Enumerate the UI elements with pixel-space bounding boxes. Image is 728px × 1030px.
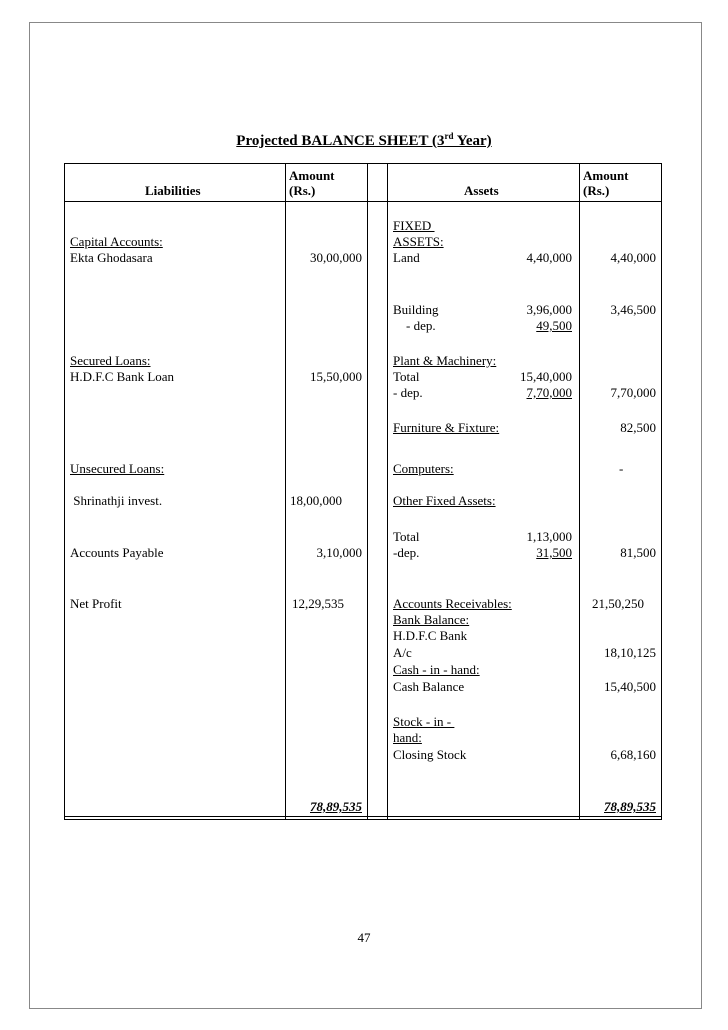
building-dep-value: 49,500 xyxy=(536,318,572,333)
other-total-label: Total xyxy=(393,529,420,544)
header-amount-left-unit: (Rs.) xyxy=(289,183,316,198)
other-dep-label: -dep. xyxy=(393,545,420,560)
ac-label: A/c xyxy=(393,645,412,660)
computers-amount: - xyxy=(619,461,624,476)
closing-stock-amount: 6,68,160 xyxy=(610,747,656,762)
cash-balance-label: Cash Balance xyxy=(393,679,465,694)
net-profit-label: Net Profit xyxy=(70,596,122,611)
cash-in-hand-label: Cash - in - hand: xyxy=(393,662,480,677)
land-subtotal: 4,40,000 xyxy=(526,250,572,265)
building-label: Building xyxy=(393,302,439,317)
capital-accounts-label: Capital Accounts: xyxy=(70,234,163,249)
unsecured-loans-label: Unsecured Loans: xyxy=(70,461,165,476)
net-profit-amount: 12,29,535 xyxy=(292,596,344,611)
plant-dep-label: - dep. xyxy=(393,385,423,400)
stock-in-hand-label-1: Stock - in - xyxy=(393,714,455,729)
furniture-label: Furniture & Fixture: xyxy=(393,420,500,435)
plant-machinery-label: Plant & Machinery: xyxy=(393,353,497,368)
ekta-ghodasara-label: Ekta Ghodasara xyxy=(70,250,153,265)
ac-amount: 18,10,125 xyxy=(604,645,656,660)
fixed-assets-label-1: FIXED xyxy=(393,218,435,233)
assets-total: 78,89,535 xyxy=(604,799,656,814)
building-amount: 3,46,500 xyxy=(610,302,656,317)
building-subtotal: 3,96,000 xyxy=(526,302,572,317)
other-dep-value: 31,500 xyxy=(536,545,572,560)
bank-balance-label: Bank Balance: xyxy=(393,612,470,627)
other-amount: 81,500 xyxy=(620,545,656,560)
liabilities-total: 78,89,535 xyxy=(310,799,362,814)
fixed-assets-label-2: ASSETS: xyxy=(393,234,444,249)
accounts-payable-label: Accounts Payable xyxy=(70,545,164,560)
ekta-ghodasara-amount: 30,00,000 xyxy=(310,250,362,265)
page-number: 47 xyxy=(357,930,371,945)
shrinathji-label: Shrinathji invest. xyxy=(70,493,163,508)
page-title: Projected BALANCE SHEET (3rd Year) xyxy=(236,131,492,149)
plant-total-value: 15,40,000 xyxy=(520,369,572,384)
cash-balance-amount: 15,40,500 xyxy=(604,679,656,694)
computers-label: Computers: xyxy=(393,461,454,476)
hdfc-loan-label: H.D.F.C Bank Loan xyxy=(70,369,175,384)
plant-dep-value: 7,70,000 xyxy=(526,385,572,400)
other-total-value: 1,13,000 xyxy=(526,529,572,544)
hdfc-loan-amount: 15,50,000 xyxy=(310,369,362,384)
other-fixed-assets-label: Other Fixed Assets: xyxy=(393,493,496,508)
header-liabilities: Liabilities xyxy=(145,183,201,198)
stock-in-hand-label-2: hand: xyxy=(393,730,422,745)
accounts-receivables-label: Accounts Receivables: xyxy=(393,596,512,611)
land-amount: 4,40,000 xyxy=(610,250,656,265)
header-amount-right-unit: (Rs.) xyxy=(583,183,610,198)
secured-loans-label: Secured Loans: xyxy=(70,353,151,368)
land-label: Land xyxy=(393,250,420,265)
header-amount-right: Amount xyxy=(583,168,629,183)
accounts-receivables-amount: 21,50,250 xyxy=(592,596,644,611)
header-amount-left: Amount xyxy=(289,168,335,183)
closing-stock-label: Closing Stock xyxy=(393,747,467,762)
shrinathji-amount: 18,00,000 xyxy=(290,493,342,508)
header-assets: Assets xyxy=(464,183,499,198)
hdfc-bank-label: H.D.F.C Bank xyxy=(393,628,468,643)
building-dep-label: - dep. xyxy=(406,318,436,333)
plant-total-label: Total xyxy=(393,369,420,384)
accounts-payable-amount: 3,10,000 xyxy=(316,545,362,560)
plant-amount: 7,70,000 xyxy=(610,385,656,400)
furniture-amount: 82,500 xyxy=(620,420,656,435)
